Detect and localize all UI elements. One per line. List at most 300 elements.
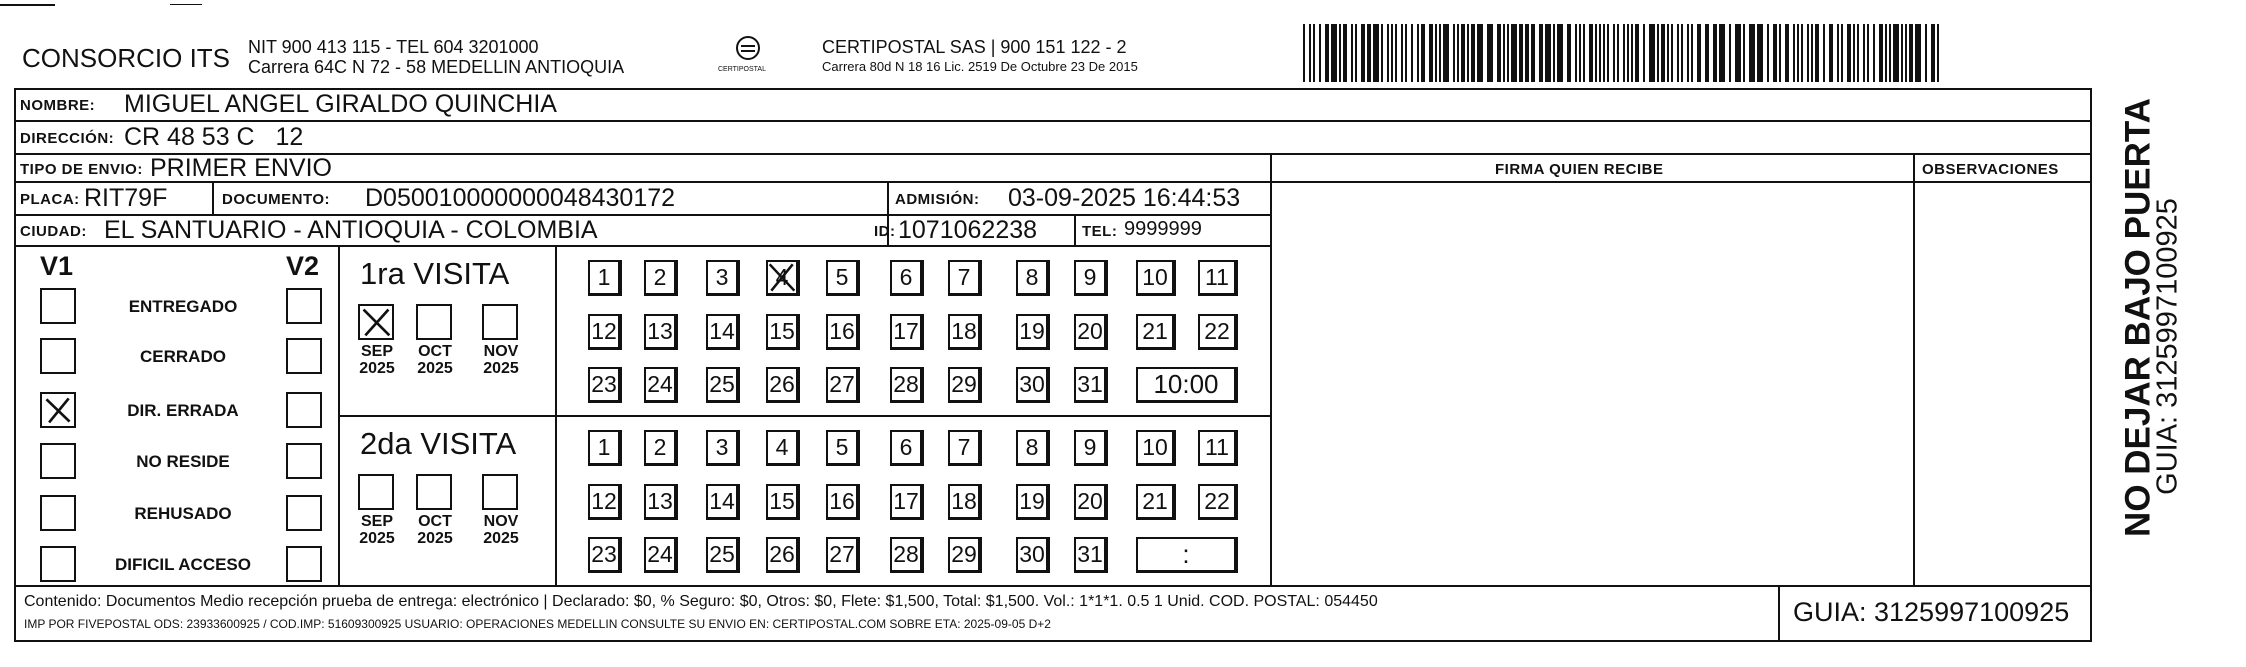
- second-visit-month-label: OCT: [418, 513, 452, 530]
- first-visit-day-number: 19: [1019, 318, 1045, 344]
- barcode-bar: [1885, 24, 1887, 82]
- second-visit-month-label: NOV: [483, 513, 519, 530]
- barcode-bar: [1401, 24, 1403, 82]
- barcode-bar: [1681, 24, 1683, 82]
- second-visit-day-number: 24: [647, 541, 673, 567]
- first-visit-day-number: 6: [899, 264, 913, 290]
- footer-guia: GUIA: 3125997100925: [1793, 597, 2070, 627]
- second-visit-day-number: 19: [1019, 488, 1045, 514]
- first-visit-day-number: 22: [1204, 318, 1230, 344]
- barcode-bar: [1583, 24, 1585, 82]
- barcode-bar: [1417, 24, 1419, 82]
- barcode-bar: [1867, 24, 1869, 82]
- barcode-bar: [1857, 24, 1859, 82]
- second-visit-month-checkbox[interactable]: [416, 474, 452, 510]
- first-visit-day-number: 31: [1077, 371, 1103, 397]
- barcode-bar: [1773, 24, 1777, 82]
- second-visit-time-value: :: [1182, 539, 1190, 569]
- barcode-bar: [1367, 24, 1371, 82]
- logo-text: CERTIPOSTAL: [718, 66, 766, 73]
- barcode-bar: [1657, 24, 1659, 82]
- first-visit-day-box[interactable]: [1136, 314, 1176, 350]
- documento-label: DOCUMENTO:: [222, 191, 331, 208]
- ciudad-label: CIUDAD:: [20, 223, 87, 240]
- barcode-bar: [1719, 24, 1725, 82]
- barcode-bar: [1847, 24, 1851, 82]
- second-visit-day-box[interactable]: [1136, 484, 1176, 520]
- second-visit-day-number: 11: [1205, 434, 1229, 460]
- first-visit-day-box[interactable]: [644, 314, 678, 350]
- first-visit-day-number: 14: [709, 318, 735, 344]
- tel-value: 9999999: [1124, 218, 1202, 240]
- id-label: ID:: [874, 223, 896, 240]
- first-visit-day-box[interactable]: [1016, 367, 1050, 403]
- barcode-bar: [1395, 24, 1397, 82]
- first-visit-day-box[interactable]: [948, 314, 982, 350]
- barcode-bar: [1471, 24, 1475, 82]
- certipostal-line2: Carrera 80d N 18 16 Lic. 2519 De Octubre 23 De 2015: [822, 59, 1138, 74]
- barcode-bar: [1525, 24, 1529, 82]
- second-visit-day-box[interactable]: [1016, 484, 1050, 520]
- barcode-bar: [1603, 24, 1605, 82]
- second-visit-day-number: 12: [591, 488, 617, 514]
- barcode-bar: [1617, 24, 1619, 82]
- second-visit-day-number: 7: [957, 434, 971, 460]
- first-visit-day-number: 15: [769, 318, 795, 344]
- second-visit-day-number: 5: [835, 434, 849, 460]
- no-dejar-text: NO DEJAR BAJO PUERTA: [2118, 98, 2158, 537]
- side-guia-text: GUIA: 3125997100925: [2151, 198, 2184, 495]
- barcode-bar: [1557, 24, 1563, 82]
- first-visit-day-number: 5: [835, 264, 849, 290]
- first-visit-day-box[interactable]: [588, 260, 622, 296]
- second-visit-day-box[interactable]: [890, 484, 924, 520]
- barcode-bar: [1391, 24, 1393, 82]
- barcode-bar: [1705, 24, 1709, 82]
- second-visit-day-number: 3: [715, 434, 729, 460]
- second-visit-day-number: 29: [951, 541, 977, 567]
- barcode-bar: [1595, 24, 1597, 82]
- second-visit-day-number: 10: [1142, 434, 1168, 460]
- barcode-bar: [1589, 24, 1593, 82]
- barcode-bar: [1661, 24, 1665, 82]
- first-visit-day-number: 20: [1077, 318, 1103, 344]
- first-visit-day-box[interactable]: [706, 367, 740, 403]
- barcode-bar: [1487, 24, 1493, 82]
- v2-checkbox[interactable]: [286, 288, 322, 324]
- barcode-bar: [1909, 24, 1913, 82]
- barcode-bar: [1793, 24, 1795, 82]
- second-visit-day-number: 18: [951, 488, 977, 514]
- second-visit-year-label: 2025: [483, 530, 519, 547]
- barcode-bar: [1435, 24, 1437, 82]
- first-visit-day-box[interactable]: [644, 260, 678, 296]
- id-value: 1071062238: [898, 216, 1038, 244]
- first-visit-day-box[interactable]: [766, 367, 800, 403]
- second-visit-day-box[interactable]: [766, 484, 800, 520]
- first-visit-day-box[interactable]: [1074, 314, 1108, 350]
- first-visit-day-number: 11: [1205, 264, 1229, 290]
- second-visit-day-number: 15: [769, 488, 795, 514]
- direccion-label: DIRECCIÓN:: [20, 130, 115, 147]
- barcode-bar: [1453, 24, 1455, 82]
- barcode-bar: [1893, 24, 1899, 82]
- first-visit-day-box[interactable]: [706, 314, 740, 350]
- barcode-bar: [1507, 24, 1509, 82]
- status-option-label: DIFICIL ACCESO: [114, 555, 251, 574]
- barcode-bar: [1677, 24, 1679, 82]
- second-visit-day-number: 27: [829, 541, 855, 567]
- documento-value: D050010000000048430172: [365, 184, 676, 212]
- barcode-bar: [1779, 24, 1781, 82]
- first-visit-day-number: 21: [1142, 318, 1168, 344]
- first-visit-day-box[interactable]: [948, 260, 982, 296]
- barcode-bar: [1387, 24, 1389, 82]
- barcode-bar: [1443, 24, 1449, 82]
- footer-print-line: IMP POR FIVEPOSTAL ODS: 23933600925 / COD.IMP: 51609300925 USUARIO: OPERACIONES MEDELLIN CONSULTE SU ENVIO EN: CERTIPOSTAL.COM SOBRE ETA: 2025-09-05 D+2: [24, 617, 1051, 631]
- second-visit-day-box[interactable]: [1074, 537, 1108, 573]
- first-visit-month-checkbox[interactable]: [416, 304, 452, 340]
- first-visit-month-checkbox[interactable]: [482, 304, 518, 340]
- barcode-bar: [1607, 24, 1609, 82]
- barcode-bar: [1343, 24, 1347, 82]
- barcode-bar: [1461, 24, 1465, 82]
- second-visit-day-box[interactable]: [644, 537, 678, 573]
- first-visit-day-number: 29: [951, 371, 977, 397]
- first-visit-time-box[interactable]: [1136, 367, 1238, 403]
- first-visit-day-box[interactable]: [1074, 367, 1108, 403]
- barcode-bar: [1931, 24, 1935, 82]
- barcode-bar: [1853, 24, 1855, 82]
- first-visit-day-number: 18: [951, 318, 977, 344]
- barcode-bar: [1815, 24, 1819, 82]
- second-visit-day-number: 28: [893, 541, 919, 567]
- second-visit-day-box[interactable]: [890, 537, 924, 573]
- v2-label: V2: [286, 251, 320, 281]
- barcode-bar: [1539, 24, 1543, 82]
- v2-checkbox[interactable]: [286, 443, 322, 479]
- first-visit-day-box[interactable]: [766, 314, 800, 350]
- first-visit-day-box[interactable]: [1198, 314, 1238, 350]
- barcode-bar: [1339, 24, 1341, 82]
- status-option-label: REHUSADO: [134, 504, 232, 523]
- first-visit-year-label: 2025: [417, 360, 453, 377]
- barcode-bar: [1889, 24, 1891, 82]
- second-visit-day-number: 23: [591, 541, 617, 567]
- v2-checkbox[interactable]: [286, 495, 322, 531]
- second-visit-day-box[interactable]: [948, 484, 982, 520]
- second-visit-day-box[interactable]: [1016, 537, 1050, 573]
- firma-label: FIRMA QUIEN RECIBE: [1495, 161, 1664, 178]
- first-visit-day-number: 10: [1142, 264, 1168, 290]
- second-visit-day-box[interactable]: [1074, 484, 1108, 520]
- barcode-bar: [1381, 24, 1383, 82]
- first-visit-day-number: 25: [709, 371, 735, 397]
- second-visit-day-box[interactable]: [826, 430, 860, 466]
- second-visit-day-box[interactable]: [644, 430, 678, 466]
- first-visit-day-box[interactable]: [826, 367, 860, 403]
- company-address: Carrera 64C N 72 - 58 MEDELLIN ANTIOQUIA: [248, 57, 625, 77]
- second-visit-day-number: 31: [1077, 541, 1103, 567]
- barcode-bar: [1785, 24, 1789, 82]
- barcode-bar: [1355, 24, 1357, 82]
- barcode-bar: [1879, 24, 1883, 82]
- company-name: CONSORCIO ITS: [22, 43, 231, 73]
- second-visit-time-box[interactable]: [1136, 537, 1238, 573]
- check-x-icon: [42, 394, 74, 426]
- second-visit-day-number: 16: [829, 488, 855, 514]
- second-visit-day-box[interactable]: [1198, 430, 1238, 466]
- barcode-bar: [1319, 24, 1321, 82]
- barcode-bar: [1671, 24, 1673, 82]
- barcode-bar: [1863, 24, 1865, 82]
- first-visit-day-box[interactable]: [826, 314, 860, 350]
- status-option-label: NO RESIDE: [136, 452, 230, 471]
- first-visit-day-number: 23: [591, 371, 617, 397]
- second-visit-title: 2da VISITA: [360, 426, 517, 461]
- second-visit-day-box[interactable]: [1136, 430, 1176, 466]
- first-visit-day-box[interactable]: [644, 367, 678, 403]
- barcode-bar: [1757, 24, 1763, 82]
- first-visit-month-checkbox[interactable]: [358, 304, 394, 340]
- second-visit-day-number: 20: [1077, 488, 1103, 514]
- certipostal-line1: CERTIPOSTAL SAS | 900 151 122 - 2: [822, 37, 1127, 57]
- first-visit-day-number: 16: [829, 318, 855, 344]
- first-visit-month-label: OCT: [418, 343, 452, 360]
- barcode-bar: [1313, 24, 1315, 82]
- second-visit-day-number: 26: [769, 541, 795, 567]
- barcode-bar: [1667, 24, 1669, 82]
- second-visit-year-label: 2025: [417, 530, 453, 547]
- second-visit-day-box[interactable]: [766, 430, 800, 466]
- barcode-bar: [1729, 24, 1731, 82]
- tel-label: TEL:: [1082, 223, 1118, 240]
- first-visit-day-number: 7: [957, 264, 971, 290]
- second-visit-day-box[interactable]: [588, 484, 622, 520]
- first-visit-year-label: 2025: [359, 360, 395, 377]
- barcode-bar: [1351, 24, 1353, 82]
- first-visit-day-number: 8: [1025, 264, 1039, 290]
- second-visit-day-box[interactable]: [706, 484, 740, 520]
- first-visit-month-label: SEP: [360, 343, 393, 360]
- barcode-bar: [1627, 24, 1629, 82]
- barcode-bar: [1405, 24, 1407, 82]
- first-visit-day-number: 30: [1019, 371, 1045, 397]
- barcode-bar: [1649, 24, 1655, 82]
- second-visit-day-box[interactable]: [826, 537, 860, 573]
- admision-label: ADMISIÓN:: [895, 191, 980, 208]
- first-visit-day-box[interactable]: [1074, 260, 1108, 296]
- second-visit-day-number: 4: [775, 434, 789, 460]
- first-visit-month-label: NOV: [483, 343, 519, 360]
- certipostal-logo: [712, 34, 784, 78]
- tipo-value: PRIMER ENVIO: [150, 154, 332, 182]
- second-visit-day-box[interactable]: [706, 430, 740, 466]
- barcode-bar: [1373, 24, 1379, 82]
- first-visit-title: 1ra VISITA: [360, 256, 510, 291]
- first-visit-day-box[interactable]: [1136, 260, 1176, 296]
- barcode-bar: [1837, 24, 1839, 82]
- first-visit-day-number: 28: [893, 371, 919, 397]
- second-visit-day-box[interactable]: [588, 537, 622, 573]
- barcode-bar: [1829, 24, 1833, 82]
- second-visit-day-box[interactable]: [948, 430, 982, 466]
- nombre-value: MIGUEL ANGEL GIRALDO QUINCHIA: [124, 90, 557, 118]
- direccion-value: CR 48 53 C 12: [124, 123, 304, 151]
- barcode-bar: [1925, 24, 1927, 82]
- first-visit-day-number: 27: [829, 371, 855, 397]
- company-nit: NIT 900 413 115 - TEL 604 3201000: [248, 37, 539, 57]
- barcode-bar: [1613, 24, 1615, 82]
- second-visit-day-box[interactable]: [890, 430, 924, 466]
- first-visit-day-number: 26: [769, 371, 795, 397]
- second-visit-day-number: 17: [893, 488, 919, 514]
- second-visit-day-number: 30: [1019, 541, 1045, 567]
- barcode-bar: [1497, 24, 1501, 82]
- first-visit-day-number: 13: [647, 318, 673, 344]
- barcode-bar: [1545, 24, 1551, 82]
- barcode-bar: [1439, 24, 1441, 82]
- first-visit-day-number: 2: [653, 264, 667, 290]
- barcode-bar: [1749, 24, 1755, 82]
- status-option-label: CERRADO: [140, 347, 226, 366]
- barcode-bar: [1579, 24, 1581, 82]
- check-x-icon: [768, 262, 796, 293]
- tipo-label: TIPO DE ENVIO:: [20, 161, 143, 178]
- barcode-bar: [1697, 24, 1701, 82]
- second-visit-day-box[interactable]: [588, 430, 622, 466]
- second-visit-day-box[interactable]: [826, 484, 860, 520]
- first-visit-day-box[interactable]: [1016, 260, 1050, 296]
- v1-checkbox[interactable]: [40, 546, 76, 582]
- barcode-bar: [1635, 24, 1639, 82]
- barcode-bar: [1411, 24, 1413, 82]
- barcode-bar: [1325, 24, 1329, 82]
- barcode-bar: [1691, 24, 1693, 82]
- barcode-bar: [1767, 24, 1769, 82]
- barcode-bar: [1687, 24, 1689, 82]
- barcode-bar: [1553, 24, 1555, 82]
- barcode-bar: [1421, 24, 1425, 82]
- second-visit-month-checkbox[interactable]: [482, 474, 518, 510]
- barcode-bar: [1873, 24, 1875, 82]
- barcode-bar: [1303, 24, 1305, 82]
- second-visit-day-box[interactable]: [1074, 430, 1108, 466]
- v1-checkbox[interactable]: [40, 443, 76, 479]
- v1-checkbox[interactable]: [40, 495, 76, 531]
- first-visit-day-number: 9: [1083, 264, 1097, 290]
- first-visit-day-number: 1: [597, 264, 611, 290]
- barcode-bar: [1743, 24, 1745, 82]
- second-visit-day-number: 14: [709, 488, 735, 514]
- second-visit-day-number: 8: [1025, 434, 1039, 460]
- barcode-bar: [1511, 24, 1517, 82]
- barcode-bar: [1309, 24, 1311, 82]
- v2-checkbox[interactable]: [286, 338, 322, 374]
- first-visit-day-number: 24: [647, 371, 673, 397]
- first-visit-time-value: 10:00: [1153, 369, 1219, 399]
- second-visit-day-number: 21: [1142, 488, 1168, 514]
- first-visit-day-box[interactable]: [588, 314, 622, 350]
- barcode-bar: [1623, 24, 1625, 82]
- first-visit-day-box[interactable]: [890, 314, 924, 350]
- admision-value: 03-09-2025 16:44:53: [1008, 184, 1241, 212]
- barcode-bar: [1807, 24, 1809, 82]
- barcode-bar: [1801, 24, 1803, 82]
- second-visit-day-box[interactable]: [948, 537, 982, 573]
- first-visit-day-box[interactable]: [1198, 260, 1238, 296]
- v1-checkbox[interactable]: [40, 392, 76, 428]
- side-warning: [2098, 92, 2184, 562]
- v2-checkbox[interactable]: [286, 392, 322, 428]
- v2-checkbox[interactable]: [286, 546, 322, 582]
- barcode: [1303, 24, 1943, 82]
- second-visit-day-number: 13: [647, 488, 673, 514]
- v1-label: V1: [40, 251, 74, 281]
- barcode-bar: [1735, 24, 1741, 82]
- first-visit-day-number: 12: [591, 318, 617, 344]
- first-visit-year-label: 2025: [483, 360, 519, 377]
- first-visit-day-box[interactable]: [948, 367, 982, 403]
- second-visit-day-box[interactable]: [1198, 484, 1238, 520]
- second-visit-month-label: SEP: [360, 513, 393, 530]
- second-visit-month-checkbox[interactable]: [358, 474, 394, 510]
- v1-checkbox[interactable]: [40, 288, 76, 324]
- first-visit-day-number: 17: [893, 318, 919, 344]
- second-visit-day-box[interactable]: [766, 537, 800, 573]
- second-visit-day-number: 9: [1083, 434, 1097, 460]
- placa-label: PLACA:: [20, 191, 80, 208]
- second-visit-day-number: 22: [1204, 488, 1230, 514]
- second-visit-day-box[interactable]: [1016, 430, 1050, 466]
- barcode-bar: [1331, 24, 1337, 82]
- barcode-bar: [1643, 24, 1645, 82]
- barcode-bar: [1503, 24, 1505, 82]
- barcode-bar: [1811, 24, 1813, 82]
- second-visit-day-box[interactable]: [706, 537, 740, 573]
- ciudad-value: EL SANTUARIO - ANTIOQUIA - COLOMBIA: [104, 216, 598, 244]
- first-visit-day-box[interactable]: [826, 260, 860, 296]
- check-x-icon: [360, 306, 392, 338]
- nombre-label: NOMBRE:: [20, 97, 96, 114]
- barcode-bar: [1631, 24, 1633, 82]
- barcode-bar: [1599, 24, 1601, 82]
- first-visit-day-box[interactable]: [890, 260, 924, 296]
- barcode-bar: [1841, 24, 1843, 82]
- first-visit-day-box[interactable]: [890, 367, 924, 403]
- second-visit-year-label: 2025: [359, 530, 395, 547]
- barcode-bar: [1429, 24, 1433, 82]
- first-visit-day-box[interactable]: [1016, 314, 1050, 350]
- status-option-label: ENTREGADO: [128, 297, 238, 316]
- barcode-bar: [1361, 24, 1365, 82]
- barcode-bar: [1457, 24, 1459, 82]
- second-visit-day-number: 6: [899, 434, 913, 460]
- barcode-bar: [1915, 24, 1921, 82]
- status-option-label: DIR. ERRADA: [127, 401, 239, 420]
- barcode-bar: [1477, 24, 1483, 82]
- first-visit-day-box[interactable]: [706, 260, 740, 296]
- second-visit-day-number: 25: [709, 541, 735, 567]
- first-visit-day-box[interactable]: [766, 260, 800, 296]
- second-visit-day-box[interactable]: [644, 484, 678, 520]
- first-visit-day-box[interactable]: [588, 367, 622, 403]
- second-visit-day-number: 1: [597, 434, 611, 460]
- barcode-bar: [1797, 24, 1799, 82]
- barcode-bar: [1519, 24, 1523, 82]
- v1-checkbox[interactable]: [40, 338, 76, 374]
- barcode-bar: [1905, 24, 1907, 82]
